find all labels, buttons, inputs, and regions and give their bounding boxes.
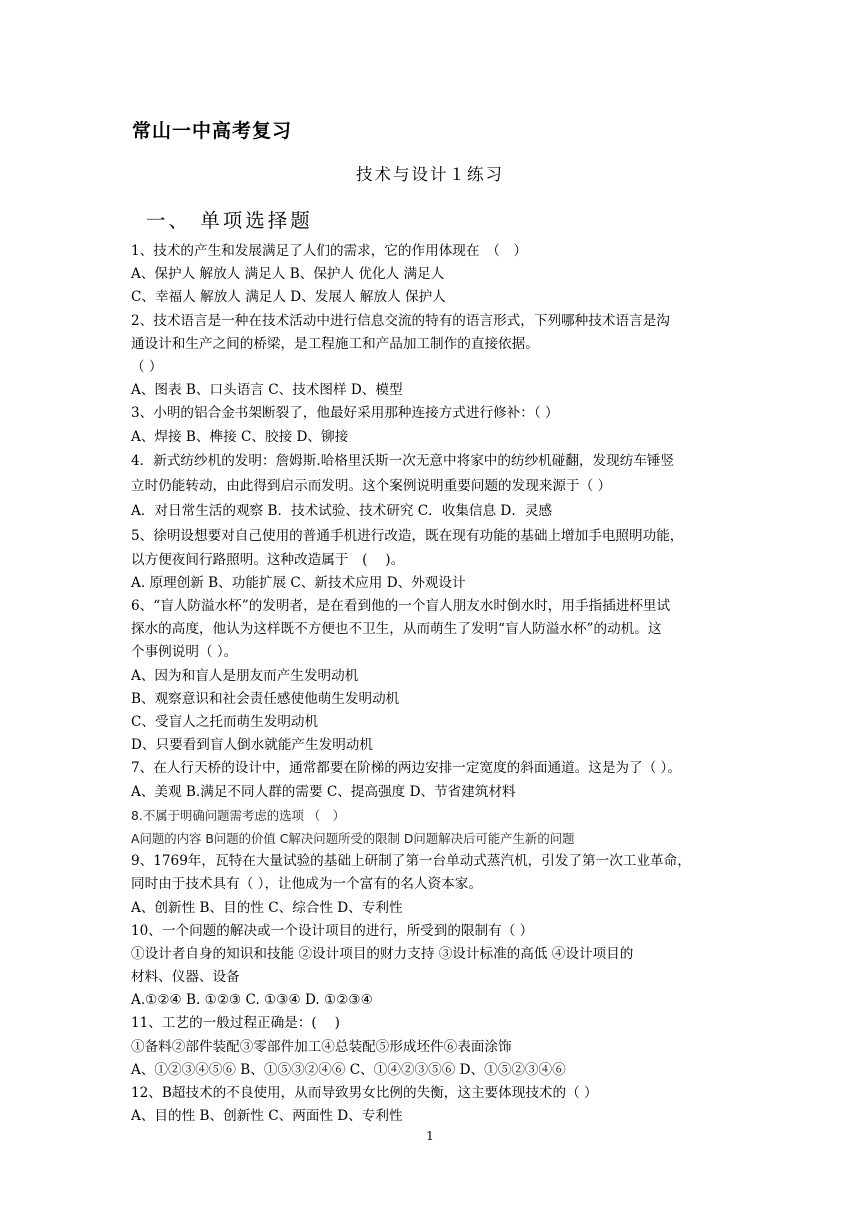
text-line: A、图表 B、口头语言 C、技术图样 D、模型 [131,382,403,399]
text-line: 9、1769年，瓦特在大量试验的基础上研制了第一台单动式蒸汽机，引发了第一次工业革命， [131,853,691,870]
text-line: A．对日常生活的观察 B．技术试验、技术研究 C．收集信息 D．灵感 [131,502,553,519]
text-line: A、因为和盲人是朋友而产生发明动机 [131,667,359,684]
text-line: ①设计者自身的知识和技能 ②设计项目的财力支持 ③设计标准的高低 ④设计项目的 [131,945,634,962]
text-line: A.①②④ B. ①②③ C. ①③④ D. ①②③④ [131,992,373,1009]
text-line: 11、工艺的一般过程正确是：( ) [131,1015,340,1032]
text-line: D、只要看到盲人倒水就能产生发明动机 [131,737,373,754]
document-title [0,161,860,185]
text-line: 探水的高度，他认为这样既不方便也不卫生，从而萌生了发明“盲人防溢水杯”的动机。这 [131,621,662,638]
text-line: A问题的内容 B问题的价值 C解决问题所受的限制 D问题解决后可能产生新的问题 [131,830,575,846]
page-number: 1 [426,1129,434,1143]
text-line: A. 原理创新 B、功能扩展 C、新技术应用 D、外观设计 [131,574,466,591]
text-line: A、①②③④⑤⑥ B、①⑤③②④⑥ C、①④②③⑤⑥ D、①⑤②③④⑥ [131,1061,566,1078]
text-line: 通设计和生产之间的桥梁，是工程施工和产品加工制作的直接依据。 [131,335,539,352]
text-line: 立时仍能转动，由此得到启示而发明。这个案例说明重要问题的发现来源于（ ） [131,477,612,494]
text-line: A、创新性 B、目的性 C、综合性 D、专利性 [131,899,403,916]
text-line: A、目的性 B、创新性 C、两面性 D、专利性 [131,1108,403,1125]
question-body [131,240,733,1128]
text-line: 4．新式纺纱机的发明：詹姆斯.哈格里沃斯一次无意中将家中的纺纱机碰翻，发现纺车锤竖 [131,452,675,469]
text-line: 材料、仪器、设备 [131,969,240,986]
school-title: 常山一中高考复习 [132,120,293,142]
text-line: A、美观 B.满足不同人群的需要 C、提高强度 D、节省建筑材料 [131,783,516,800]
text-line: C、幸福人 解放人 满足人 D、发展人 解放人 保护人 [131,289,446,306]
text-line: 6、“盲人防溢水杯”的发明者，是在看到他的一个盲人朋友水时倒水时，用手指插进杯里试 [131,598,671,615]
text-line: 2、技术语言是一种在技术活动中进行信息交流的特有的语言形式，下列哪种技术语言是沟 [131,312,670,329]
text-line: ①备料②部件装配③零部件加工④总装配⑤形成坯件⑥表面涂饰 [131,1038,512,1055]
text-line: 10、一个问题的解决或一个设计项目的进行，所受到的限制有（ ） [131,922,534,939]
text-line: 7、在人行天桥的设计中，通常都要在阶梯的两边安排一定宽度的斜面通道。这是为了（ ）。 [131,760,681,777]
text-line: 12、B超技术的不良使用，从而导致男女比例的失衡，这主要体现技术的（ ） [131,1085,598,1101]
document-title-text: 技术与设计１练习 [356,165,504,184]
text-line: 5、徐明设想要对自己使用的普通手机进行改造，既在现有功能的基础上增加手电照明功能， [131,527,684,544]
text-line: A、保护人 解放人 满足人 B、保护人 优化人 满足人 [131,266,445,283]
text-line: 1、技术的产生和发展满足了人们的需求，它的作用体现在 （ ） [131,243,528,259]
text-line: B、观察意识和社会责任感使他萌生发明动机 [131,690,400,707]
text-line: 个事例说明（ ）。 [131,644,238,661]
text-line: 以方便夜间行路照明。这种改造属于 ( )。 [131,551,405,568]
text-line: （ ） [131,358,163,375]
text-line: 8.不属于明确问题需考虑的选项 （ ） [131,807,346,823]
text-line: C、受盲人之托而萌生发明动机 [131,714,319,730]
section-heading: 一、 单项选择题 [146,209,313,232]
text-line: 同时由于技术具有（ ），让他成为一个富有的名人资本家。 [131,876,482,893]
text-line: 3、小明的铝合金书架断裂了，他最好采用那种连接方式进行修补：（ ） [131,405,559,422]
text-line: A、焊接 B、榫接 C、胶接 D、铆接 [131,428,349,445]
